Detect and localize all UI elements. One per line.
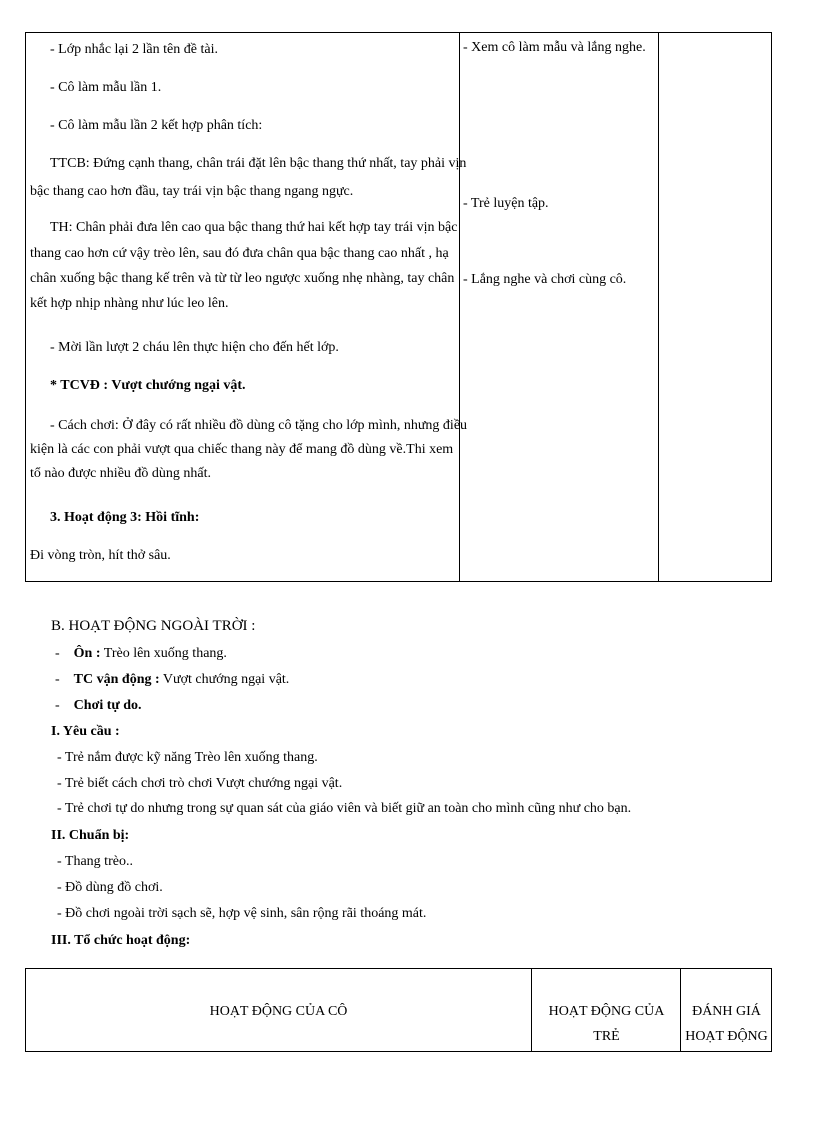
requirements-heading: I. Yêu cầu : (51, 724, 120, 739)
teacher-line: kết hợp nhịp nhàng như lúc leo lên. (30, 296, 229, 311)
game-title-line: * TCVĐ : Vượt chướng ngại vật. (50, 378, 246, 393)
outdoor-item: - Chơi tự do. (55, 698, 142, 713)
teacher-line: Đi vòng tròn, hít thở sâu. (30, 548, 171, 563)
teacher-line: - Lớp nhắc lại 2 lần tên đề tài. (50, 42, 218, 57)
child-line: - Trẻ luyện tập. (463, 196, 549, 211)
activity-table (25, 32, 772, 582)
teacher-line: - Cách chơi: Ở đây có rất nhiều đồ dùng cô tặng cho lớp mình, nhưng điều (50, 418, 468, 433)
header-label: HOẠT ĐỘNG CỦA (548, 1004, 665, 1019)
header-label: HOẠT ĐỘNG (685, 1029, 768, 1044)
requirement-line: - Trẻ chơi tự do nhưng trong sự quan sát của giáo viên và biết giữ an toàn cho mình cũng như cho bạn. (57, 801, 632, 816)
teacher-line: - Cô làm mẫu lần 2 kết hợp phân tích: (50, 118, 263, 133)
activity-3-heading: 3. Hoạt động 3: Hồi tĩnh: (50, 510, 200, 525)
teacher-line: thang cao hơn cứ vậy trèo lên, sau đó đưa chân qua bậc thang cao nhất , hạ (30, 246, 449, 261)
outdoor-item-text: Trèo lên xuống thang. (103, 646, 227, 661)
outdoor-item: - Ôn : Trèo lên xuống thang. (55, 646, 227, 661)
outdoor-item-label: Ôn : (73, 646, 101, 661)
child-line: - Xem cô làm mẫu và lắng nghe. (463, 40, 646, 55)
activity-header-table (25, 968, 772, 1052)
preparation-line: - Thang trèo.. (57, 854, 133, 869)
teacher-line: kiện là các con phải vượt qua chiếc thang này để mang đồ dùng về.Thi xem (30, 442, 454, 457)
preparation-line: - Đồ chơi ngoài trời sạch sẽ, hợp vệ sinh, sân rộng rãi thoáng mát. (57, 906, 427, 921)
header-label: ĐÁNH GIÁ (692, 1004, 761, 1019)
outdoor-heading: B. HOẠT ĐỘNG NGOÀI TRỜI : (51, 618, 256, 634)
header-label: TRẺ (593, 1029, 620, 1044)
preparation-heading: II. Chuẩn bị: (51, 828, 130, 843)
outdoor-item-label: Chơi tự do. (73, 698, 142, 713)
outdoor-item-label: TC vận động : (73, 672, 160, 687)
organization-heading: III. Tổ chức hoạt động: (51, 933, 191, 948)
child-activity-cell (459, 33, 659, 581)
outdoor-item-text: Vượt chướng ngại vật. (162, 672, 290, 687)
child-line: - Lắng nghe và chơi cùng cô. (463, 272, 627, 287)
requirement-line: - Trẻ biết cách chơi trò chơi Vượt chướng ngại vật. (57, 776, 343, 791)
header-evaluation (680, 969, 772, 1051)
teacher-line: TH: Chân phải đưa lên cao qua bậc thang thứ hai kết hợp tay trái vịn bậc (50, 220, 458, 235)
teacher-line: - Cô làm mẫu lần 1. (50, 80, 162, 95)
teacher-line: tổ nào được nhiều đồ dùng nhất. (30, 466, 212, 481)
teacher-line: chân xuống bậc thang kế trên và từ từ leo ngược xuống nhẹ nhàng, tay chân (30, 271, 455, 286)
teacher-activity-cell (26, 33, 468, 581)
header-child-activity (531, 969, 681, 1051)
teacher-line: - Mời lần lượt 2 cháu lên thực hiện cho đến hết lớp. (50, 340, 339, 355)
teacher-line: bậc thang cao hơn đầu, tay trái vịn bậc thang ngang ngực. (30, 184, 354, 199)
header-teacher-activity (26, 969, 531, 1051)
preparation-line: - Đồ dùng đồ chơi. (57, 880, 163, 895)
outdoor-item: - TC vận động : Vượt chướng ngại vật. (55, 672, 290, 687)
teacher-line: TTCB: Đứng cạnh thang, chân trái đặt lên bậc thang thứ nhất, tay phải vịn (50, 156, 467, 171)
requirement-line: - Trẻ nắm được kỹ năng Trèo lên xuống thang. (57, 750, 318, 765)
evaluation-cell (658, 33, 772, 581)
header-label: HOẠT ĐỘNG CỦA CÔ (209, 1004, 348, 1019)
